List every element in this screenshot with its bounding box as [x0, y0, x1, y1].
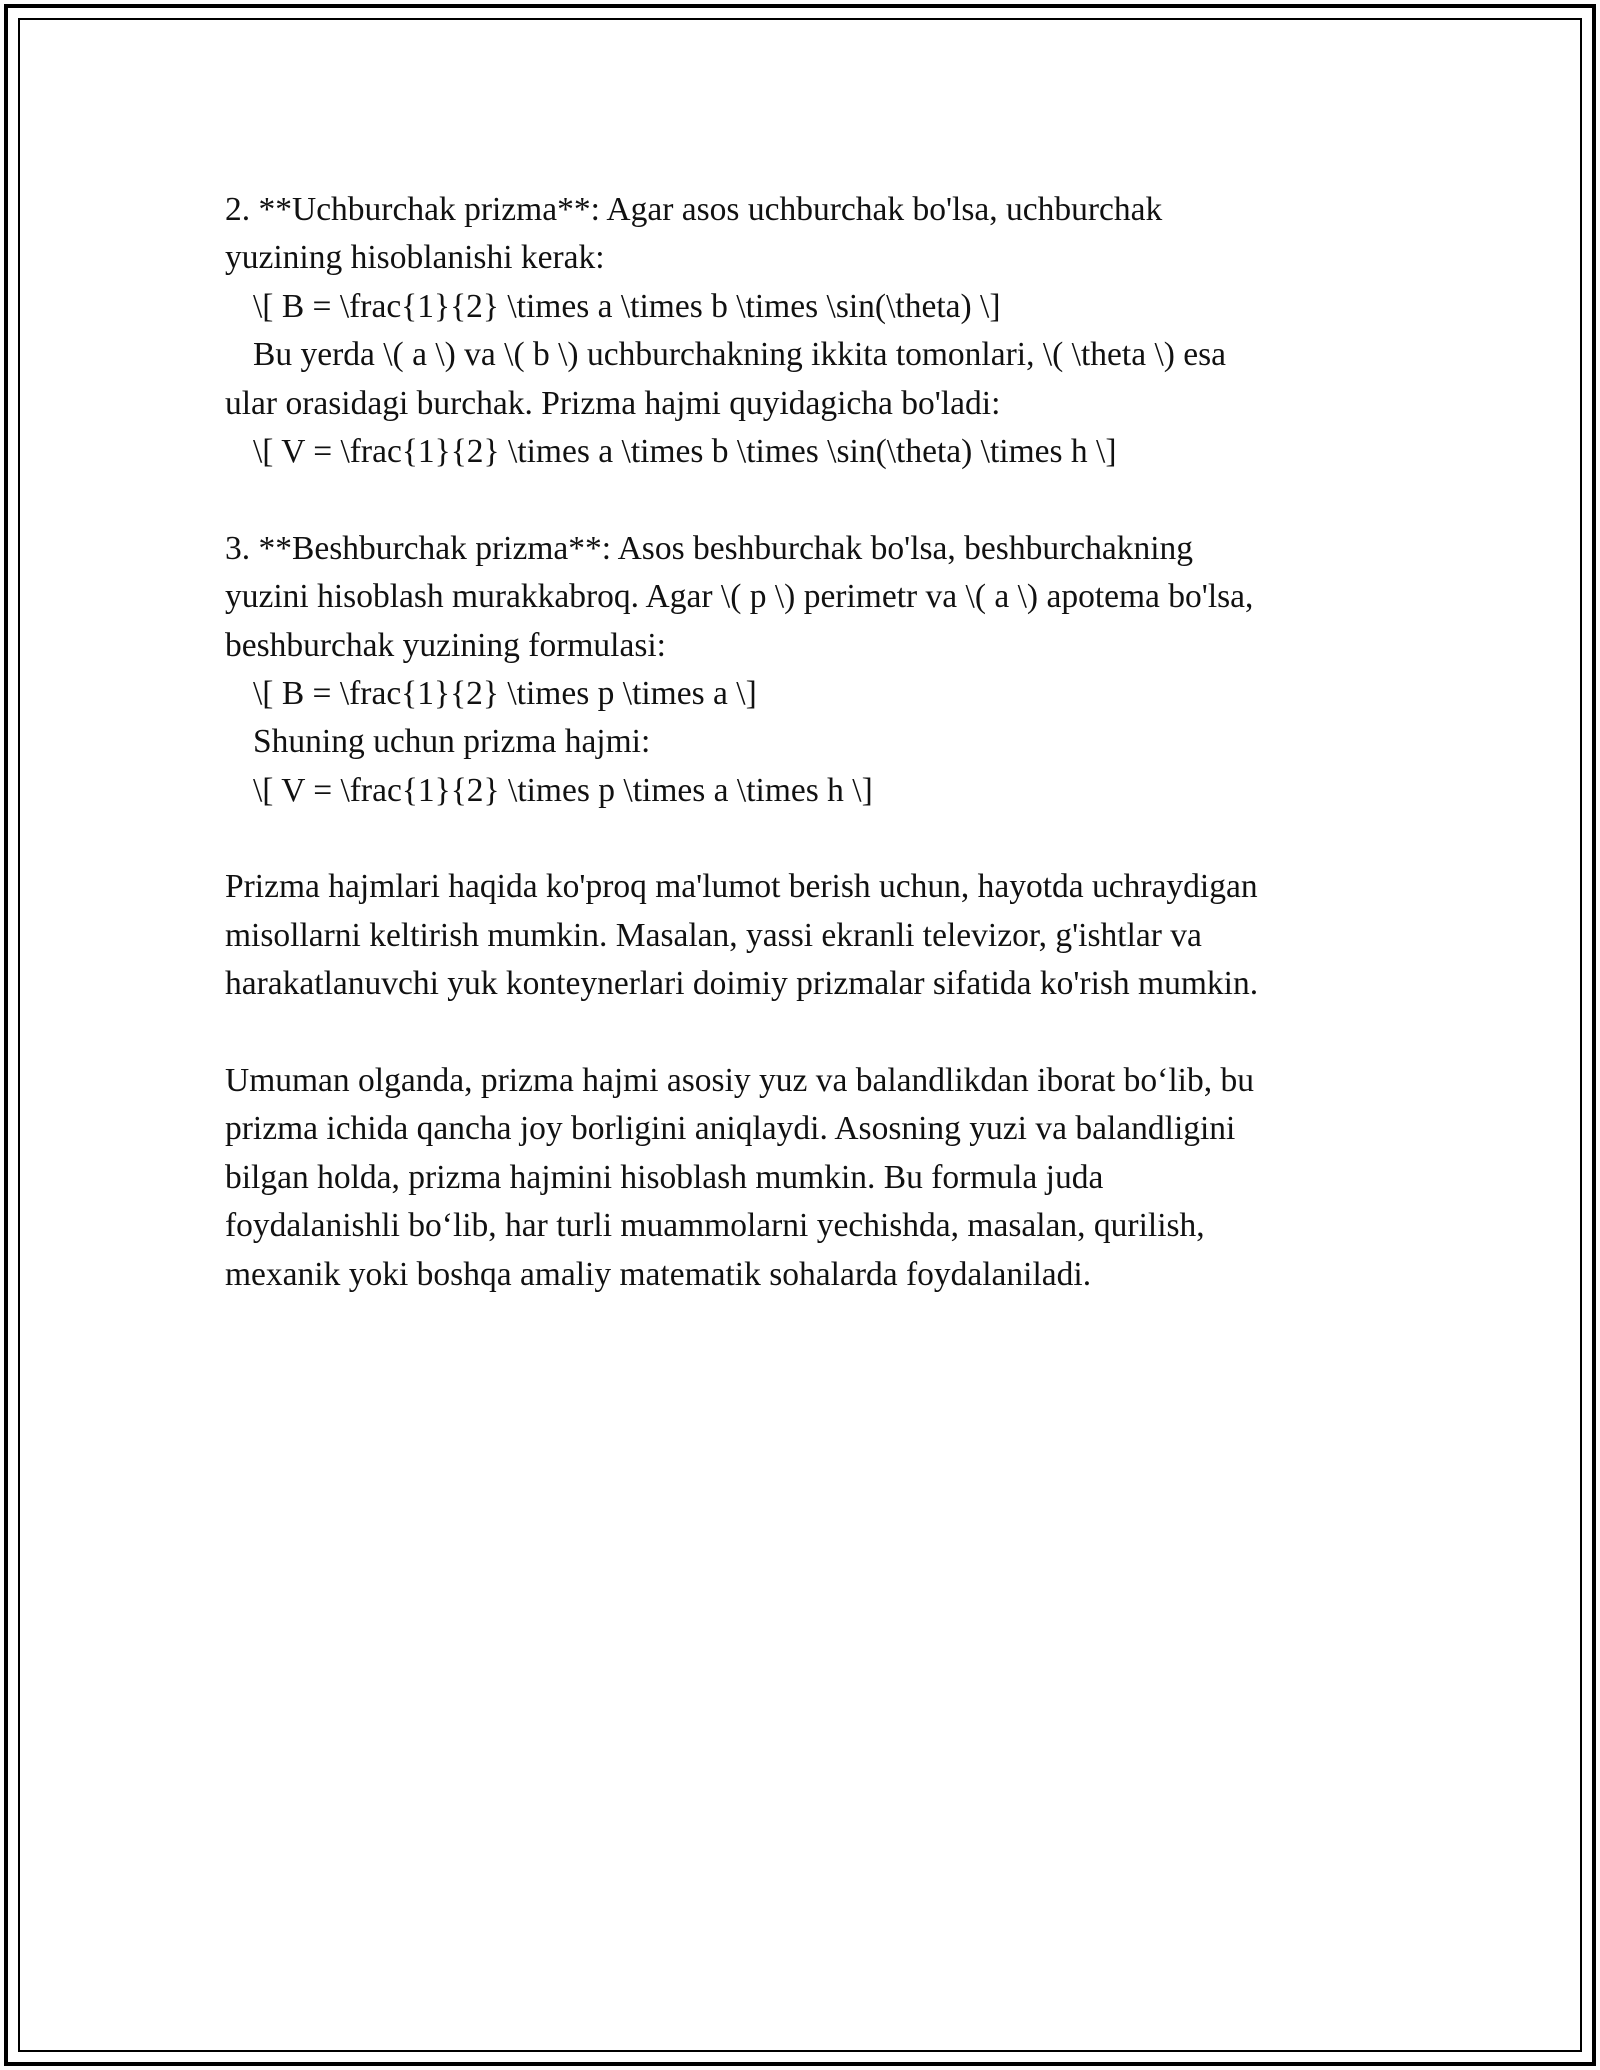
formula-volume: \[ V = \frac{1}{2} \times a \times b \times \sin(\theta) \times h \] [253, 432, 1117, 470]
text-line: beshburchak yuzining formulasi: [225, 626, 666, 664]
text-line: prizma ichida qancha joy borligini aniqlaydi. Asosning yuzi va balandligini [225, 1110, 1236, 1148]
formula-volume: \[ V = \frac{1}{2} \times p \times a \times h \] [253, 771, 873, 809]
formula-base-area: \[ B = \frac{1}{2} \times p \times a \] [253, 674, 757, 712]
text-line: Prizma hajmlari haqida ko'proq ma'lumot berish uchun, hayotda uchraydigan [225, 868, 1258, 906]
formula-base-area: \[ B = \frac{1}{2} \times a \times b \times \sin(\theta) \] [253, 287, 1001, 325]
text-line: yuzining hisoblanishi kerak: [225, 239, 605, 277]
section-pentagonal-prism [225, 525, 1385, 815]
text-line: Bu yerda \( a \) va \( b \) uchburchakning ikkita tomonlari, \( \theta \) esa [253, 336, 1227, 374]
paragraph-conclusion [225, 1057, 1385, 1299]
paragraph-gap [225, 1009, 1385, 1057]
section-triangular-prism [225, 186, 1385, 476]
text-line: Shuning uchun prizma hajmi: [253, 723, 651, 761]
text-line: harakatlanuvchi yuk konteynerlari doimiy prizmalar sifatida ko'rish mumkin. [225, 965, 1259, 1003]
section-heading-line: 3. **Beshburchak prizma**: Asos beshburchak bo'lsa, beshburchakning [225, 529, 1194, 567]
text-line: mexanik yoki boshqa amaliy matematik sohalarda foydalaniladi. [225, 1255, 1092, 1293]
text-line: misollarni keltirish mumkin. Masalan, yassi ekranli televizor, g'ishtlar va [225, 916, 1202, 954]
text-line: ular orasidagi burchak. Prizma hajmi quyidagicha bo'ladi: [225, 384, 1001, 422]
paragraph-examples [225, 863, 1385, 1008]
text-line: yuzini hisoblash murakkabroq. Agar \( p \) perimetr va \( a \) apotema bo'lsa, [225, 578, 1254, 616]
section-heading-line: 2. **Uchburchak prizma**: Agar asos uchburchak bo'lsa, uchburchak [225, 191, 1163, 228]
document-body [225, 186, 1385, 1299]
text-line: foydalanishli bo‘lib, har turli muammolarni yechishda, masalan, qurilish, [225, 1207, 1205, 1245]
paragraph-gap [225, 476, 1385, 524]
text-line: bilgan holda, prizma hajmini hisoblash mumkin. Bu formula juda [225, 1158, 1104, 1196]
text-line: Umuman olganda, prizma hajmi asosiy yuz va balandlikdan iborat bo‘lib, bu [225, 1062, 1254, 1100]
paragraph-gap [225, 815, 1385, 863]
